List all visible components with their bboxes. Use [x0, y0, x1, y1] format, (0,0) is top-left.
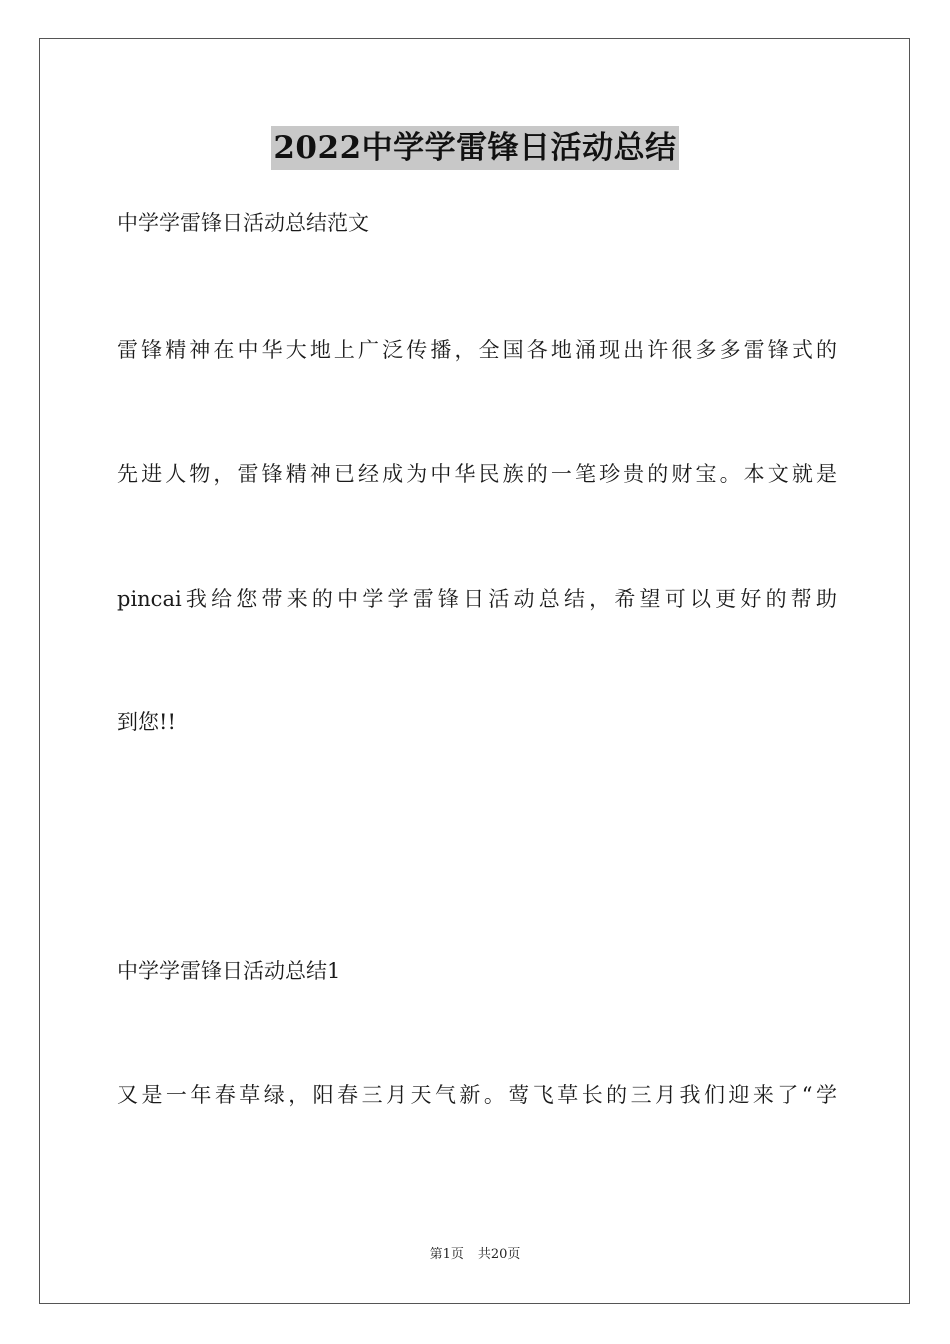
page-footer	[0, 1246, 950, 1264]
page-number: 第1页	[429, 1247, 464, 1262]
intro-line-2: 先进人物，雷锋精神已经成为中华民族的一笔珍贵的财宝。本文就是	[117, 462, 837, 486]
section-heading: 中学学雷锋日活动总结1	[117, 959, 341, 983]
document-title: 2022中学学雷锋日活动总结	[271, 126, 678, 170]
intro-line-4: 到您!!	[117, 710, 176, 734]
section-line-1: 又是一年春草绿，阳春三月天气新。莺飞草长的三月我们迎来了“学	[117, 1083, 837, 1107]
intro-line-1: 雷锋精神在中华大地上广泛传播，全国各地涌现出许很多多雷锋式的	[117, 338, 837, 362]
intro-line-3: pincai我给您带来的中学学雷锋日活动总结，希望可以更好的帮助	[117, 587, 837, 611]
page-total: 共20页	[477, 1247, 521, 1262]
document-subtitle: 中学学雷锋日活动总结范文	[117, 211, 369, 235]
title-container	[0, 126, 950, 170]
